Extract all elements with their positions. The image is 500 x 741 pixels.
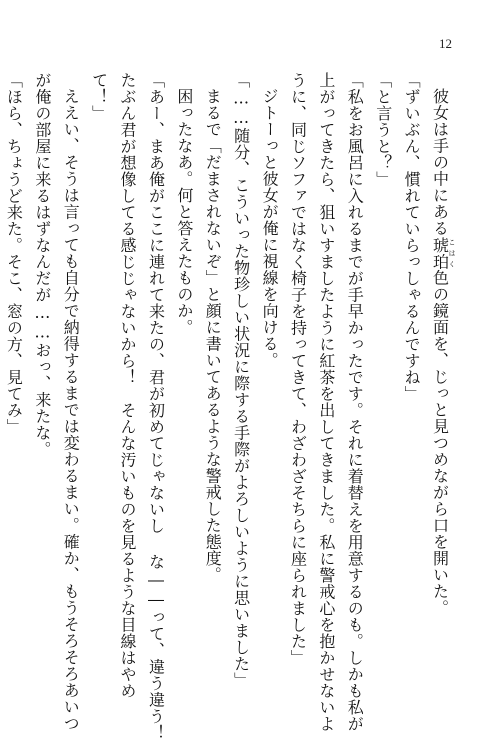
- line-text: 彼女は手の中にある: [430, 88, 450, 237]
- ruby-base: 琥珀: [430, 236, 450, 270]
- text-line: 「私をお風呂に入れるまでが手早かったです。それに着替えを用意するのも。しかも私が: [345, 72, 365, 732]
- text-line: 「ずいぶん、慣れていらっしゃるんですね」: [402, 72, 422, 402]
- ruby-reading: こはく: [448, 236, 456, 270]
- text-line: まるで「だまされないぞ」と顔に書いてあるような警戒した態度。: [203, 88, 223, 583]
- text-line: 「ほら、ちょうど来た。そこ、窓の方、見てみ」: [4, 72, 24, 435]
- text-line: 「……随分、こういった物珍しい状況に際する手際がよろしいように思いました」: [231, 72, 251, 689]
- text-line: たぶん君が想像してる感じじゃないから！ そんな汚いものを見るような目線はやめ: [118, 72, 138, 699]
- text-line: 上がってきたら、狙いすましたように紅茶を出してきました。私に警戒心を抱かせないよ: [316, 72, 336, 732]
- vertical-text-block: [0, 72, 456, 741]
- page-number: 12: [439, 36, 452, 51]
- text-line: が俺の部屋に来るはずなんだが……おっ、来たな。: [32, 72, 52, 458]
- text-line: うに、同じソファではなく椅子を持ってきて、わざわざそちらに座られました」: [288, 72, 308, 666]
- text-line: ええい、そうは言っても自分で納得するまでは変わるまい。確か、もうそろそろあいつ: [61, 88, 81, 732]
- text-line: [425, 72, 456, 677]
- text-line: 「あー、まあ俺がここに連れて来たの、君が初めてじゃないし な――って、違う違う！: [146, 72, 166, 741]
- text-line: 「と言うと？」: [373, 72, 393, 188]
- line-text: 色の鏡面を、じっと見つめながら口を開いた。: [430, 269, 450, 616]
- text-line: 困ったなあ。何と答えたものか。: [174, 88, 194, 336]
- text-line: て！」: [89, 72, 109, 122]
- text-line: ジトーっと彼女が俺に視線を向ける。: [260, 88, 280, 369]
- ruby-word: [430, 236, 456, 270]
